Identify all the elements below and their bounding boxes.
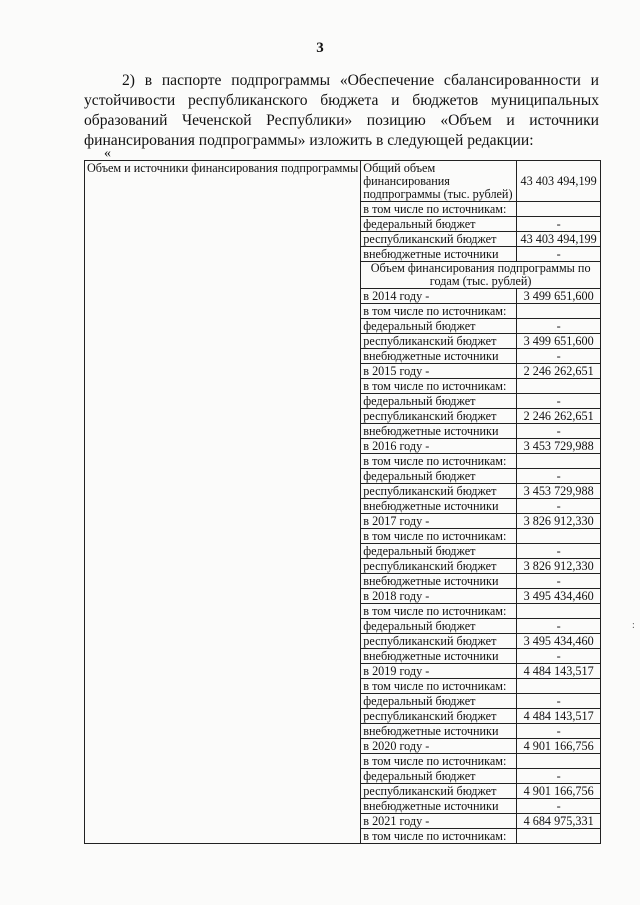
row-label-cell: в 2021 году -	[361, 814, 517, 829]
row-label-cell: в том числе по источникам:	[361, 604, 517, 619]
row-label-cell: Объем финансирования подпрограммы по годам (тыс. рублей)	[361, 262, 601, 289]
row-value-cell	[517, 202, 601, 217]
page-number: 3	[316, 40, 324, 56]
row-label-cell: республиканский бюджет	[361, 334, 517, 349]
row-label-cell: республиканский бюджет	[361, 784, 517, 799]
row-value-cell: 3 495 434,460	[517, 589, 601, 604]
row-label-cell: в 2019 году -	[361, 664, 517, 679]
financing-table	[84, 160, 601, 844]
row-label-cell: внебюджетные источники	[361, 349, 517, 364]
row-value-cell: 4 484 143,517	[517, 709, 601, 724]
row-value-cell: -	[517, 499, 601, 514]
row-label-cell: внебюджетные источники	[361, 424, 517, 439]
row-value-cell: -	[517, 544, 601, 559]
row-value-cell: -	[517, 349, 601, 364]
row-label-cell: республиканский бюджет	[361, 634, 517, 649]
row-value-cell: -	[517, 694, 601, 709]
row-label-cell: республиканский бюджет	[361, 709, 517, 724]
row-label-cell: внебюджетные источники	[361, 649, 517, 664]
row-value-cell: 4 901 166,756	[517, 784, 601, 799]
row-value-cell: 4 684 975,331	[517, 814, 601, 829]
row-label-cell: федеральный бюджет	[361, 769, 517, 784]
table-row	[85, 161, 601, 202]
left-header-text: Объем и источники финансирования подпрограммы	[87, 161, 359, 175]
margin-mark: :	[632, 620, 635, 631]
row-value-cell	[517, 829, 601, 844]
total-label-cell: Общий объем финансирования подпрограммы (тыс. рублей)	[361, 161, 517, 202]
row-value-cell: 2 246 262,651	[517, 409, 601, 424]
row-label-cell: в том числе по источникам:	[361, 529, 517, 544]
row-value-cell: 3 453 729,988	[517, 439, 601, 454]
row-label-cell: в 2016 году -	[361, 439, 517, 454]
row-value-cell: 2 246 262,651	[517, 364, 601, 379]
row-value-cell: -	[517, 769, 601, 784]
row-value-cell	[517, 604, 601, 619]
row-value-cell: 3 499 651,600	[517, 289, 601, 304]
row-value-cell: -	[517, 394, 601, 409]
row-label-cell: федеральный бюджет	[361, 619, 517, 634]
row-value-cell: 3 826 912,330	[517, 559, 601, 574]
row-label-cell: в том числе по источникам:	[361, 379, 517, 394]
row-label-cell: внебюджетные источники	[361, 499, 517, 514]
row-value-cell: 3 826 912,330	[517, 514, 601, 529]
row-label-cell: внебюджетные источники	[361, 247, 517, 262]
row-label-cell: в том числе по источникам:	[361, 202, 517, 217]
row-label-cell: в том числе по источникам:	[361, 454, 517, 469]
row-value-cell: -	[517, 319, 601, 334]
open-quote: «	[104, 146, 111, 161]
row-label-cell: в том числе по источникам:	[361, 679, 517, 694]
row-label-cell: в 2017 году -	[361, 514, 517, 529]
intro-paragraph: 2) в паспорте подпрограммы «Обеспечение сбалансированности и устойчивости республиканского бюджета и бюджетов муниципальных образований Чеченской Республики» позицию «Объем и источники финансирования подпрограммы» изложить в следующей редакции:	[84, 72, 599, 149]
row-value-cell: -	[517, 649, 601, 664]
row-value-cell	[517, 454, 601, 469]
row-value-cell: -	[517, 217, 601, 232]
row-label-cell: в том числе по источникам:	[361, 829, 517, 844]
row-label-cell: федеральный бюджет	[361, 319, 517, 334]
total-value-cell: 43 403 494,199	[517, 161, 601, 202]
row-value-cell: -	[517, 799, 601, 814]
row-label-cell: федеральный бюджет	[361, 694, 517, 709]
row-value-cell: 4 484 143,517	[517, 664, 601, 679]
row-label-cell: республиканский бюджет	[361, 559, 517, 574]
row-value-cell: -	[517, 724, 601, 739]
row-value-cell: -	[517, 247, 601, 262]
row-value-cell: -	[517, 574, 601, 589]
row-value-cell: 3 495 434,460	[517, 634, 601, 649]
row-label-cell: в 2020 году -	[361, 739, 517, 754]
row-label-cell: федеральный бюджет	[361, 469, 517, 484]
row-label-cell: внебюджетные источники	[361, 574, 517, 589]
row-label-cell: в 2014 году -	[361, 289, 517, 304]
row-label-cell: внебюджетные источники	[361, 799, 517, 814]
row-value-cell	[517, 754, 601, 769]
row-label-cell: республиканский бюджет	[361, 484, 517, 499]
row-label-cell: республиканский бюджет	[361, 409, 517, 424]
row-value-cell	[517, 304, 601, 319]
row-value-cell: 43 403 494,199	[517, 232, 601, 247]
row-label-cell: в 2015 году -	[361, 364, 517, 379]
row-label-cell: в 2018 году -	[361, 589, 517, 604]
row-value-cell: -	[517, 619, 601, 634]
financing-table-body	[85, 161, 601, 844]
row-value-cell	[517, 379, 601, 394]
row-label-cell: республиканский бюджет	[361, 232, 517, 247]
row-value-cell	[517, 679, 601, 694]
row-value-cell: -	[517, 424, 601, 439]
row-value-cell	[517, 529, 601, 544]
row-label-cell: федеральный бюджет	[361, 544, 517, 559]
row-label-cell: федеральный бюджет	[361, 394, 517, 409]
row-value-cell: 4 901 166,756	[517, 739, 601, 754]
row-label-cell: в том числе по источникам:	[361, 754, 517, 769]
row-value-cell: 3 453 729,988	[517, 484, 601, 499]
row-label-cell: в том числе по источникам:	[361, 304, 517, 319]
row-label-cell: федеральный бюджет	[361, 217, 517, 232]
left-header-cell	[85, 161, 361, 844]
row-value-cell: 3 499 651,600	[517, 334, 601, 349]
row-value-cell: -	[517, 469, 601, 484]
row-label-cell: внебюджетные источники	[361, 724, 517, 739]
